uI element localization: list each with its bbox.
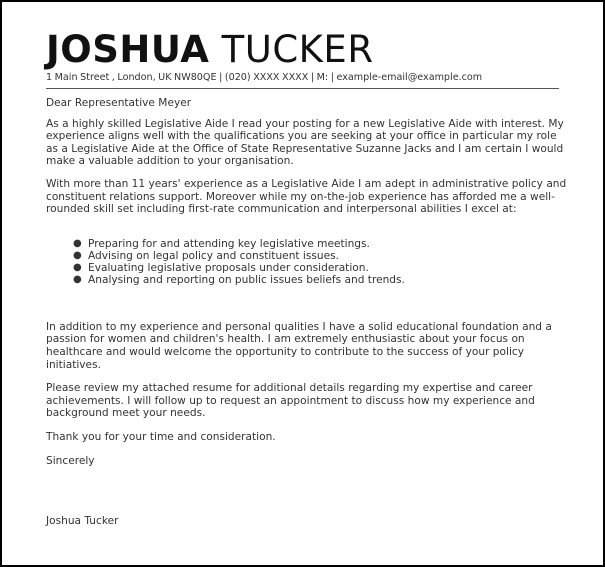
bullet-icon: ● [73, 261, 82, 273]
skills-list [46, 238, 568, 286]
list-item-text: Analysing and reporting on public issues beliefs and trends. [88, 273, 405, 286]
bullet-icon: ● [73, 273, 82, 285]
paragraph-experience: With more than 11 years' experience as a Legislative Aide I am adept in administrative policy and constituent relations support. Moreover while my on-the-job experience has afforded me a well-rounded skill set including first-rate communication and interpersonal abilities I excel at: [46, 177, 567, 216]
list-item [73, 237, 568, 250]
last-name: TUCKER [221, 28, 374, 71]
list-item [73, 249, 568, 262]
header-divider [46, 88, 559, 89]
bullet-icon: ● [73, 249, 82, 261]
letter-body [46, 97, 568, 528]
applicant-name [46, 30, 374, 70]
paragraph-intro: As a highly skilled Legislative Aide I read your posting for a new Legislative Aide with interest. My experience aligns well with the qualifications you are seeking at your office in particular my role as a Legislative Aide at the Office of State Representative Suzanne Jacks and I am certain I would make a valuable addition to your organisation. [46, 117, 564, 168]
list-item [73, 273, 568, 286]
salutation: Dear Representative Meyer [46, 97, 192, 109]
signature-name: Joshua Tucker [46, 515, 119, 528]
list-item [73, 261, 568, 274]
paragraph-education: In addition to my experience and personal qualities I have a solid educational foundation and a passion for women and children's health. I am extremely enthusiastic about your focus on healthcare and would welcome the opportunity to contribute to the success of your policy initiatives. [46, 320, 552, 371]
bullet-icon: ● [73, 237, 82, 249]
paragraph-follow-up: Please review my attached resume for additional details regarding my expertise and career achievements. I will follow up to request an appointment to discuss how my experience and background meet your needs. [46, 382, 535, 420]
contact-line: 1 Main Street , London, UK NW80QE | (020) XXXX XXXX | M: | example-email@example.com [46, 72, 483, 83]
list-item-text: Preparing for and attending key legislative meetings. [88, 237, 370, 250]
first-name: JOSHUA [46, 28, 210, 71]
list-item-text: Evaluating legislative proposals under consideration. [88, 261, 369, 274]
paragraph-thanks: Thank you for your time and consideration. [46, 430, 276, 443]
list-item-text: Advising on legal policy and constituent issues. [88, 249, 340, 262]
closing: Sincerely [46, 454, 95, 467]
